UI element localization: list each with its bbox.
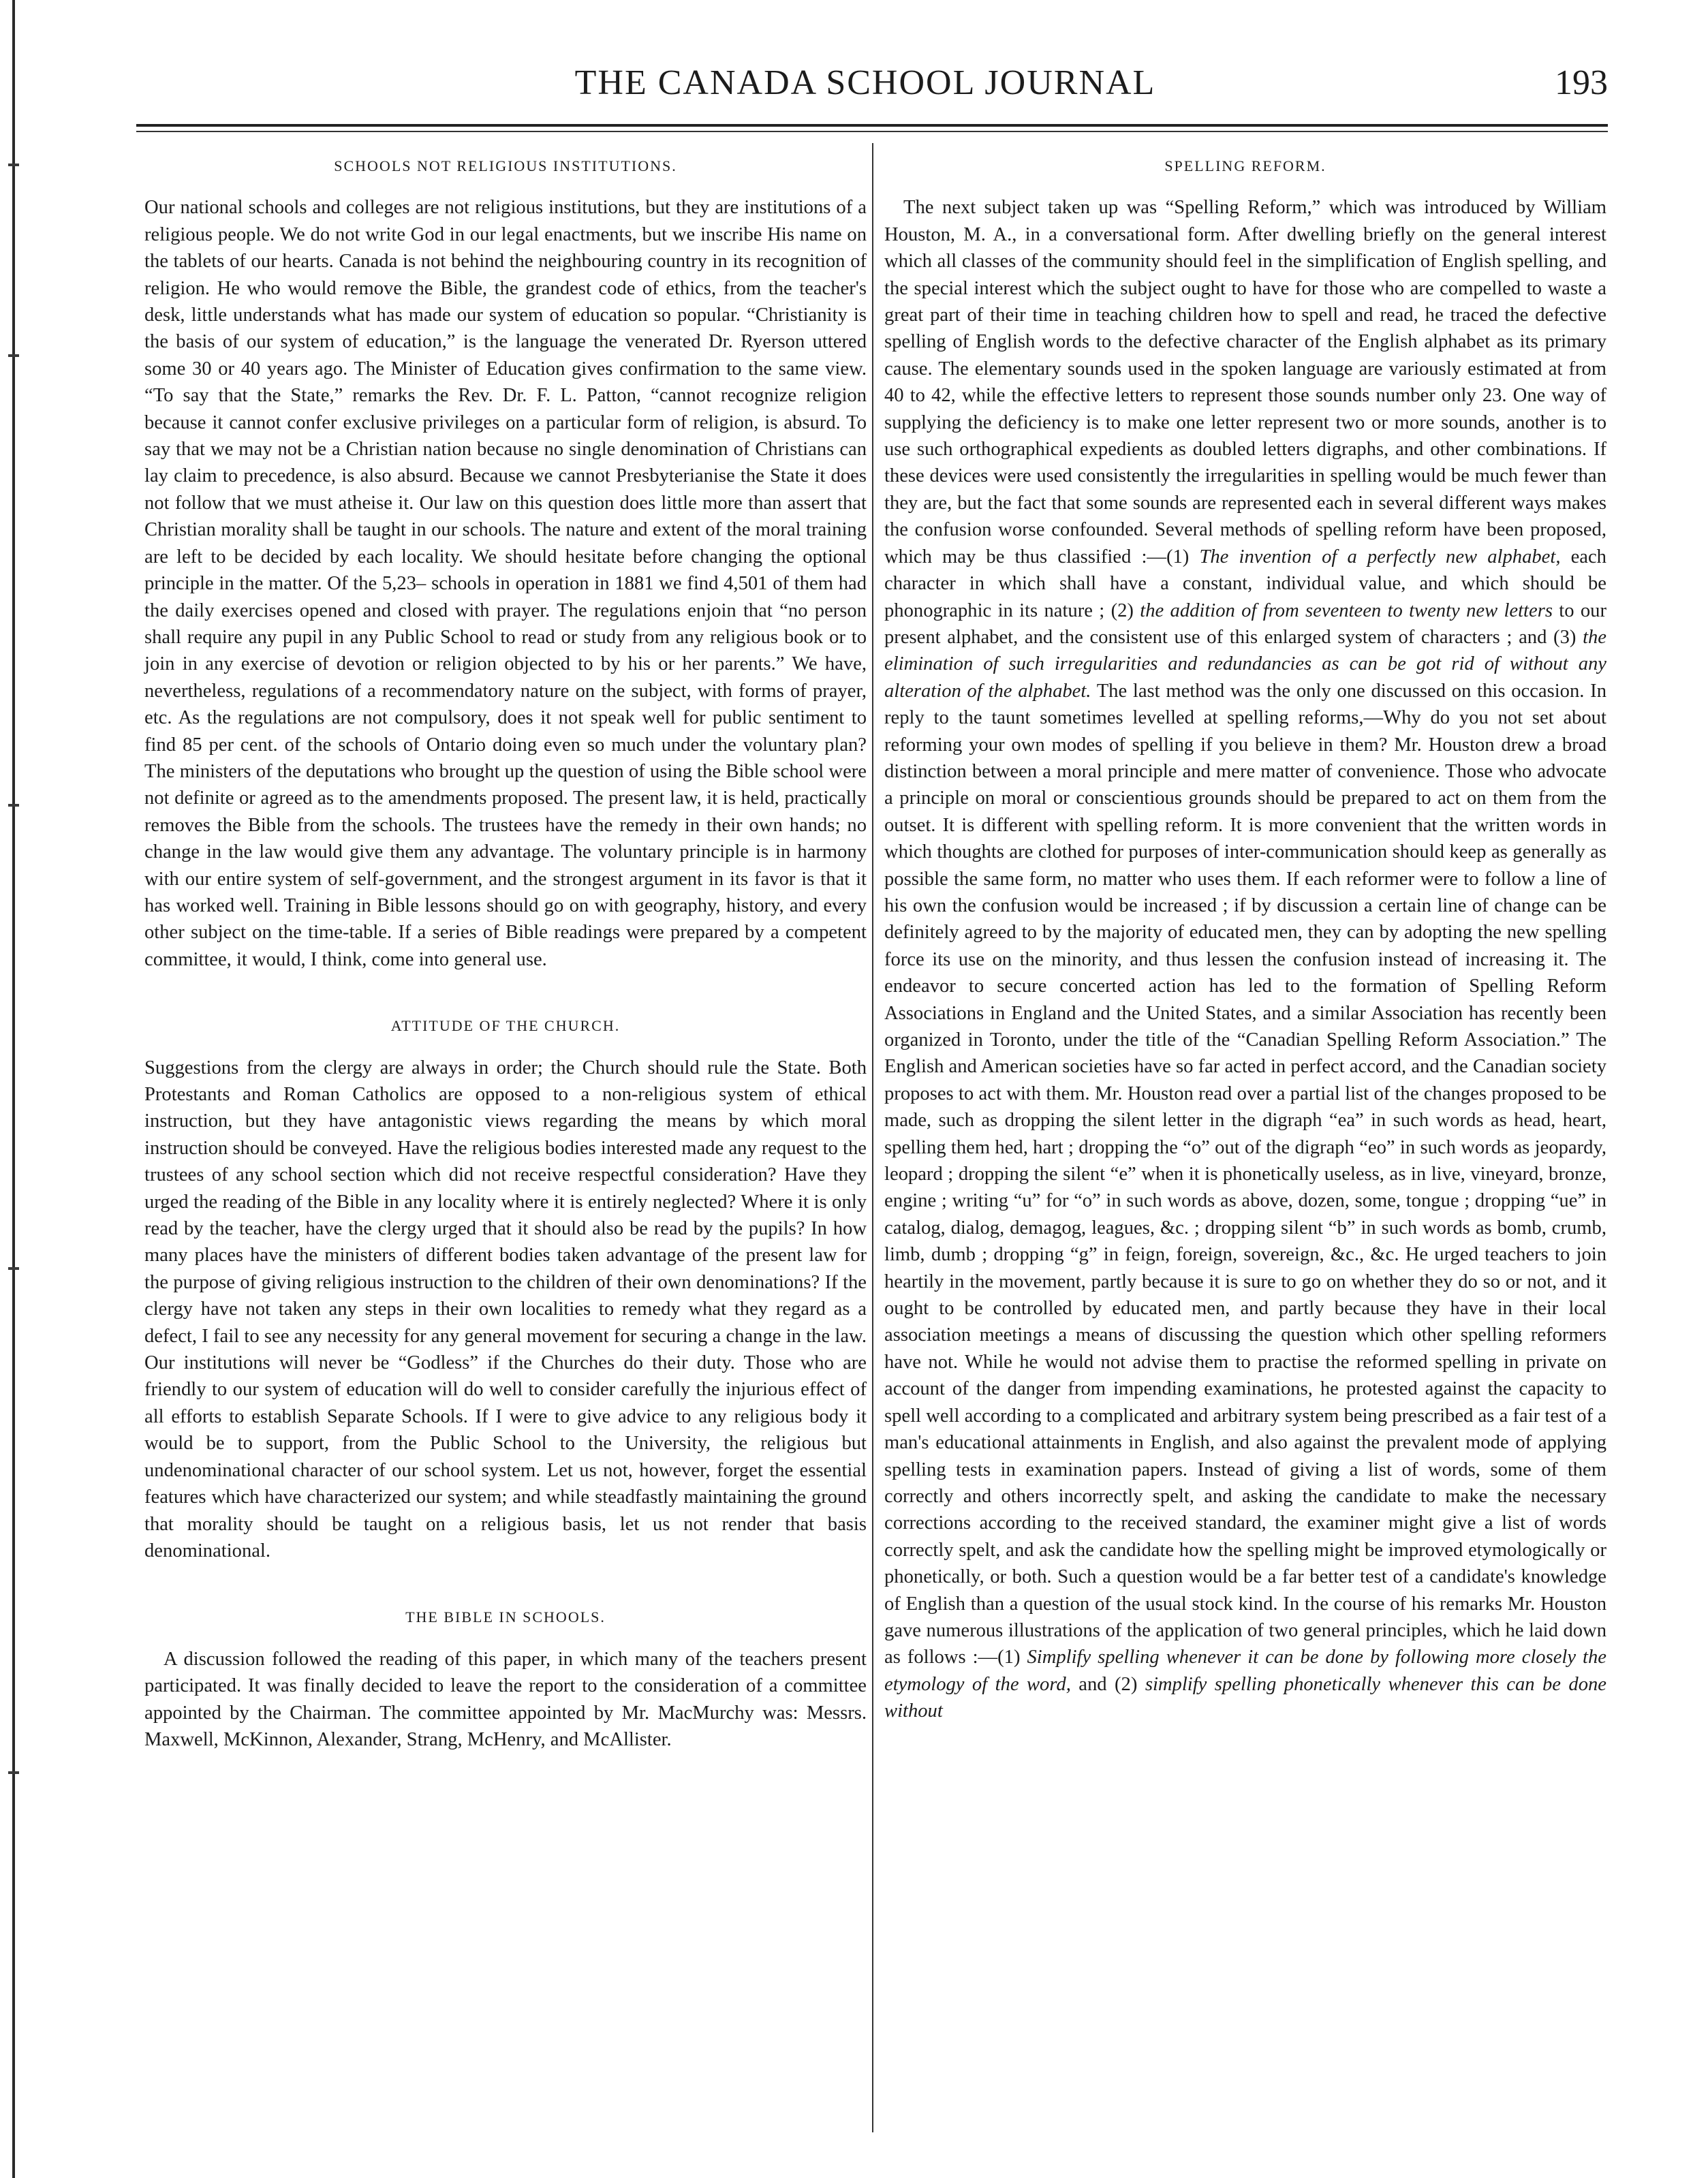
italic-run: The invention of a perfectly new alphabet, [1199,546,1561,567]
scan-speck [8,164,19,166]
section-heading-spelling: SPELLING REFORM. [1164,157,1326,174]
text-run: The next subject taken up was “Spelling Reform,” which was introduced by William Houston, M. A., in a conversational form. After dwelling briefly on the general interest which all classes of the community should feel in the simplification of English spelling, and the special interest which the subject ought to have for those who are compelled to waste a great part of their time in teaching children how to spell and read, he traced the defective spelling of English words to the defective character of the English alphabet as its primary cause. The elementary sounds used in the spoken language are variously estimated at from 40 to 42, while the effective letters to represent those sounds number only 23. One way of supplying the deficiency is to make one letter represent two or more sounds, another is to use such orthographical expedients as doubled letters digraphs, and other combinations. If these devices were used consistently the irregularities in spelling would be much fewer than they are, but the fact that some sounds are represented each in several different ways makes the confusion worse confounded. Several methods of spelling reform have been proposed, which may be thus classified :—(1) [884,197,1606,567]
scan-speck [8,1267,19,1270]
paragraph-church: Suggestions from the clergy are always in order; the Church should rule the State. Both Protestants and Roman Catholics are opposed to a non-religious system of ethical instruction, but they have antagonistic views regarding the means by which moral instruction should be conveyed. Have the religious bodies interested made any request to the trustees of any school section which did not receive respectful consideration? Have they urged the reading of the Bible in any locality where it is entirely neglected? Where it is only read by the teacher, have the clergy urged that it should also be read by the pupils? In how many places have the ministers of different bodies taken advantage of the present law for the purpose of giving religious instruction to the children of their own denominations? If the clergy have not taken any steps in their own localities to remedy what they regard as a defect, I fail to see any necessity for any general movement for securing a change in the law. Our institutions will never be “Godless” if the Churches do their duty. Those who are friendly to our system of education will do well to consider carefully the injurious effect of all efforts to establish Separate Schools. If I were to give advice to any religious body it would be to support, from the Public School to the University, the religious but undenominational character of our school system. Let us not, however, forget the essential features which have characterized our system; and while steadfastly maintaining the ground that morality should be taught on a religious basis, let us not render that basis denominational. [144,1057,867,1561]
journal-title: THE CANADA SCHOOL JOURNAL [574,63,1156,102]
section-heading-schools: SCHOOLS NOT RELIGIOUS INSTITUTIONS. [334,157,677,174]
column-divider [872,143,873,2132]
left-column [144,153,867,1753]
paragraph-schools: Our national schools and colleges are not religious institutions, but they are institutions of a religious people. We do not write God in our legal enactments, but we inscribe His name on the tablets of our hearts. Canada is not behind the neighbouring country in its recognition of religion. He who would remove the Bible, the grandest code of ethics, from the teacher's desk, little understands what has made our system of education so popular. “Christianity is the basis of our system of education,” is the language the venerated Dr. Ryerson uttered some 30 or 40 years ago. The Minister of Education gives confirmation to the same view. “To say that the State,” remarks the Rev. Dr. F. L. Patton, “cannot recognize religion because it cannot confer exclusive privileges on a particular form of religion, is absurd. To say that we may not be a Christian nation because no single denomination of Christians can lay claim to precedence, is also absurd. Because we cannot Presbyterianise the State it does not follow that we must atheise it. Our law on this question does little more than assert that Christian morality shall be taught in our schools. The nature and extent of the moral training are left to be decided by each locality. We should hesitate before changing the optional principle in the matter. Of the 5,23‒ schools in operation in 1881 we find 4,501 of them had the daily exercises opened and closed with prayer. The regulations enjoin that “no person shall require any pupil in any Public School to read or study from any religious book or to join in any exercise of devotion or religion objected to by his or her parents.” We have, nevertheless, regulations of a recommendatory nature on the subject, with forms of prayer, etc. As the regulations are not compulsory, does it not speak well for public sentiment to find 85 per cent. of the schools of Ontario doing even so much under the voluntary plan? The ministers of the deputations who brought up the question of using the Bible school were not definite or agreed as to the amendments proposed. The present law, it is held, practically removes the Bible from the schools. The trustees have the remedy in their own hands; no change in the law would give them any advantage. The voluntary principle is in harmony with our entire system of self-government, and the strongest argument in its favor is that it has worked well. Training in Bible lessons should go on with geography, history, and every other subject on the time-table. If a series of Bible readings were prepared by a competent committee, it would, I think, come into general use. [144,197,867,970]
scan-edge [0,0,30,2178]
page-number: 193 [1555,63,1608,102]
scan-speck [8,804,19,807]
italic-run: the elimination of such irregularities and redundancies as can be got rid of without any alteration of the alphabet. [884,626,1606,702]
text-run: each character in which shall have a constant, individual value, and which should be phonographic in its nature ; (2) [884,546,1606,621]
section-heading-church: ATTITUDE OF THE CHURCH. [390,1017,621,1035]
scan-speck [8,1771,19,1774]
italic-run: Simplify spelling whenever it can be done by following more closely the etymology of the word, [884,1647,1606,1695]
italic-run: simplify spelling phonetically whenever this can be done without [884,1673,1606,1722]
page-header [123,63,1608,113]
paragraph-spelling [884,194,1606,1724]
text-run: The last method was the only one discussed on this occasion. In reply to the taunt sometimes levelled at spelling reforms,—Why do you not set about reforming your own modes of spelling if you believe in them? Mr. Houston drew a broad distinction between a moral principle and mere matter of convenience. Those who advocate a principle on moral or conscientious grounds should be prepared to act on them from the outset. It is different with spelling reform. It is more convenient that the written words in which thoughts are clothed for purposes of inter-communication should keep as generally as possible the same form, no matter who uses them. If each reformer were to follow a line of his own the confusion would be increased ; if by discussion a certain line of change can be definitely agreed to by the majority of educated men, they can by adopting the new spelling force its use on the minority, and thus lessen the confusion instead of increasing it. The endeavor to secure concerted action has led to the formation of Spelling Reform Associations in England and the United States, and a similar Association has recently been organized in Toronto, under the title of the “Canadian Spelling Reform Association.” The English and American societies have so far acted in perfect accord, and the Canadian society proposes to act with them. Mr. Houston read over a partial list of the changes proposed to be made, such as dropping the silent letter in the digraph “ea” in such words as head, heart, spelling them hed, hart ; dropping the “o” out of the digraph “eo” in such words as jeopardy, leopard ; dropping the silent “e” when it is phonetically useless, as in live, vineyard, bronze, engine ; writing “u” for “o” in such words as above, dozen, some, tongue ; dropping “ue” in catalog, dialog, demagog, leagues, &c. ; dropping silent “b” in such words as bomb, crumb, limb, dumb ; dropping “g” in feign, foreign, sovereign, &c., &c. He urged teachers to join heartily in the movement, partly because it is sure to go on whether they do so or not, and it ought to be controlled by educated men, and partly because they have in their local association meetings a means of discussing the question which other spelling reformers have not. While he would not advise them to practise the reformed spelling in private on account of the danger from impending examinations, he protested against the capacity to spell well according to a complicated and arbitrary system being prescribed as a fair test of a man's educational attainments in English, and also against the prevalent mode of applying spelling tests in examination papers. Instead of giving a list of words, some of them correctly and others incorrectly spelt, and asking the candidate to make the necessary corrections according to the received standard, the examiner might give a list of words correctly spelt, and ask the candidate how the spelling might be improved etymologically or phonetically, or both. Such a question would be a far better test of a candidate's knowledge of English than a question of the usual stock kind. In the course of his remarks Mr. Houston gave numerous illustrations of the application of two general principles, which he laid down as follows :—(1) [884,680,1606,1668]
italic-run: the addition of from seventeen to twenty new letters [1140,600,1553,621]
header-rule-thin [136,131,1608,132]
paragraph-bible: A discussion followed the reading of this paper, in which many of the teachers present participated. It was finally decided to leave the report to the consideration of a committee appointed by the Chairman. The committee appointed by Mr. MacMurchy was: Messrs. Maxwell, McKinnon, Alexander, Strang, McHenry, and McAllister. [144,1648,867,1750]
text-run: to our present alphabet, and the consistent use of this enlarged system of characters ; and (3) [884,600,1606,648]
header-rule [136,124,1608,127]
scan-edge-line [12,0,15,2178]
text-run: and (2) [1070,1673,1145,1695]
scan-speck [8,354,19,357]
right-column [884,153,1606,1725]
section-heading-bible: THE BIBLE IN SCHOOLS. [405,1608,606,1626]
